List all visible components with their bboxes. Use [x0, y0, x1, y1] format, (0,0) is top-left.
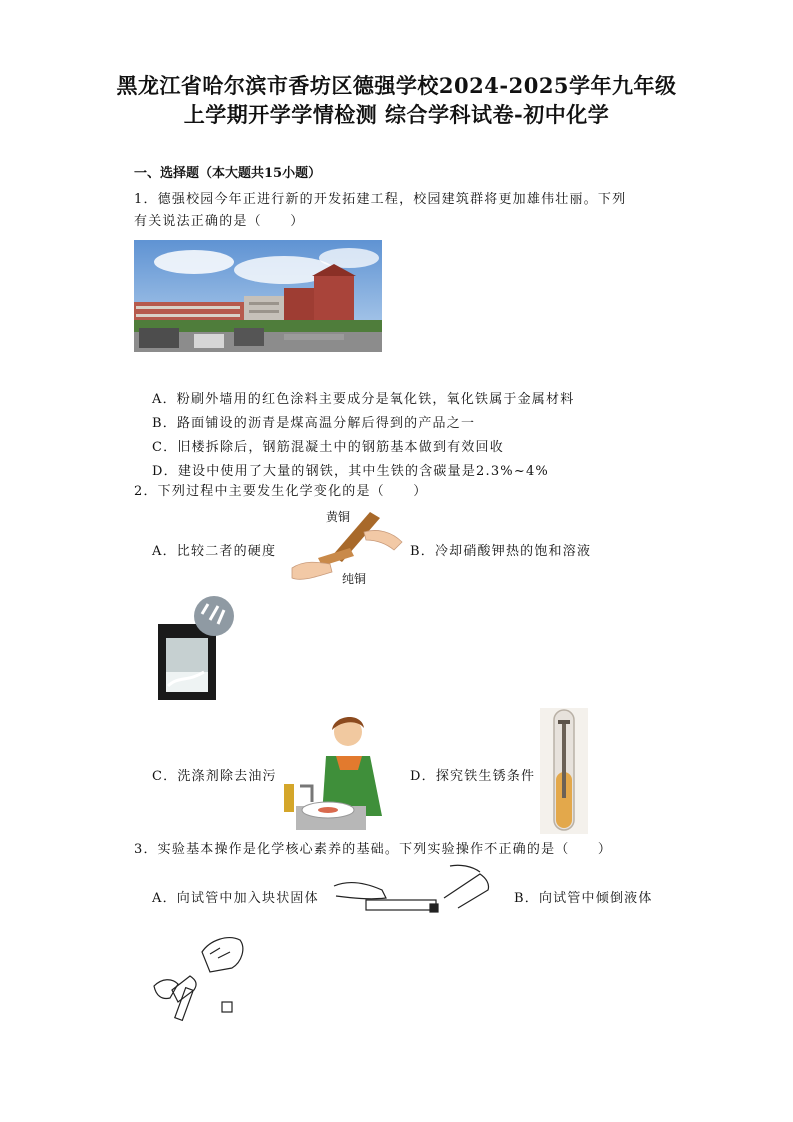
q1-option-d[interactable]: D．建设中使用了大量的钢铁，其中生铁的含碳量是2.3%~4%	[152, 464, 549, 479]
q2-option-a[interactable]: A．比较二者的硬度	[152, 544, 277, 559]
section-heading: 一、选择题（本大题共15小题）	[134, 166, 322, 181]
q1-stem-line-1: 1．德强校园今年正进行新的开发拓建工程，校园建筑群将更加雄伟壮丽。下列	[134, 192, 627, 207]
pouring-liquid-image	[150, 928, 250, 1022]
q1-option-c[interactable]: C．旧楼拆除后，钢筋混凝土中的钢筋基本做到有效回收	[152, 440, 504, 455]
q2-option-d[interactable]: D．探究铁生锈条件	[410, 769, 536, 784]
label-brass: 黄铜	[326, 510, 351, 524]
title-line-1: 黑龙江省哈尔滨市香坊区德强学校2024-2025学年九年级	[116, 73, 677, 98]
crystallization-beaker-image	[158, 596, 238, 700]
iron-nail-test-tube-image	[540, 708, 588, 834]
q2-option-c[interactable]: C．洗涤剂除去油污	[152, 769, 277, 784]
label-pure-copper: 纯铜	[342, 572, 367, 586]
q3-option-b[interactable]: B．向试管中倾倒液体	[514, 891, 653, 906]
q2-option-b[interactable]: B．冷却硝酸钾热的饱和溶液	[410, 544, 592, 559]
campus-photo	[134, 240, 382, 352]
washing-dishes-image	[282, 712, 390, 830]
q3-option-a[interactable]: A．向试管中加入块状固体	[152, 891, 319, 906]
q3-stem: 3．实验基本操作是化学核心素养的基础。下列实验操作不正确的是（ ）	[134, 842, 613, 857]
q1-option-a[interactable]: A．粉刷外墙用的红色涂料主要成分是氧化铁，氧化铁属于金属材料	[152, 392, 575, 407]
adding-solid-to-test-tube-image	[330, 864, 492, 922]
title-line-2: 上学期开学学情检测 综合学科试卷-初中化学	[183, 102, 610, 127]
q1-option-b[interactable]: B．路面铺设的沥青是煤高温分解后得到的产品之一	[152, 416, 476, 431]
q2-stem: 2．下列过程中主要发生化学变化的是（ ）	[134, 484, 428, 499]
q1-stem-line-2: 有关说法正确的是（ ）	[134, 214, 305, 229]
